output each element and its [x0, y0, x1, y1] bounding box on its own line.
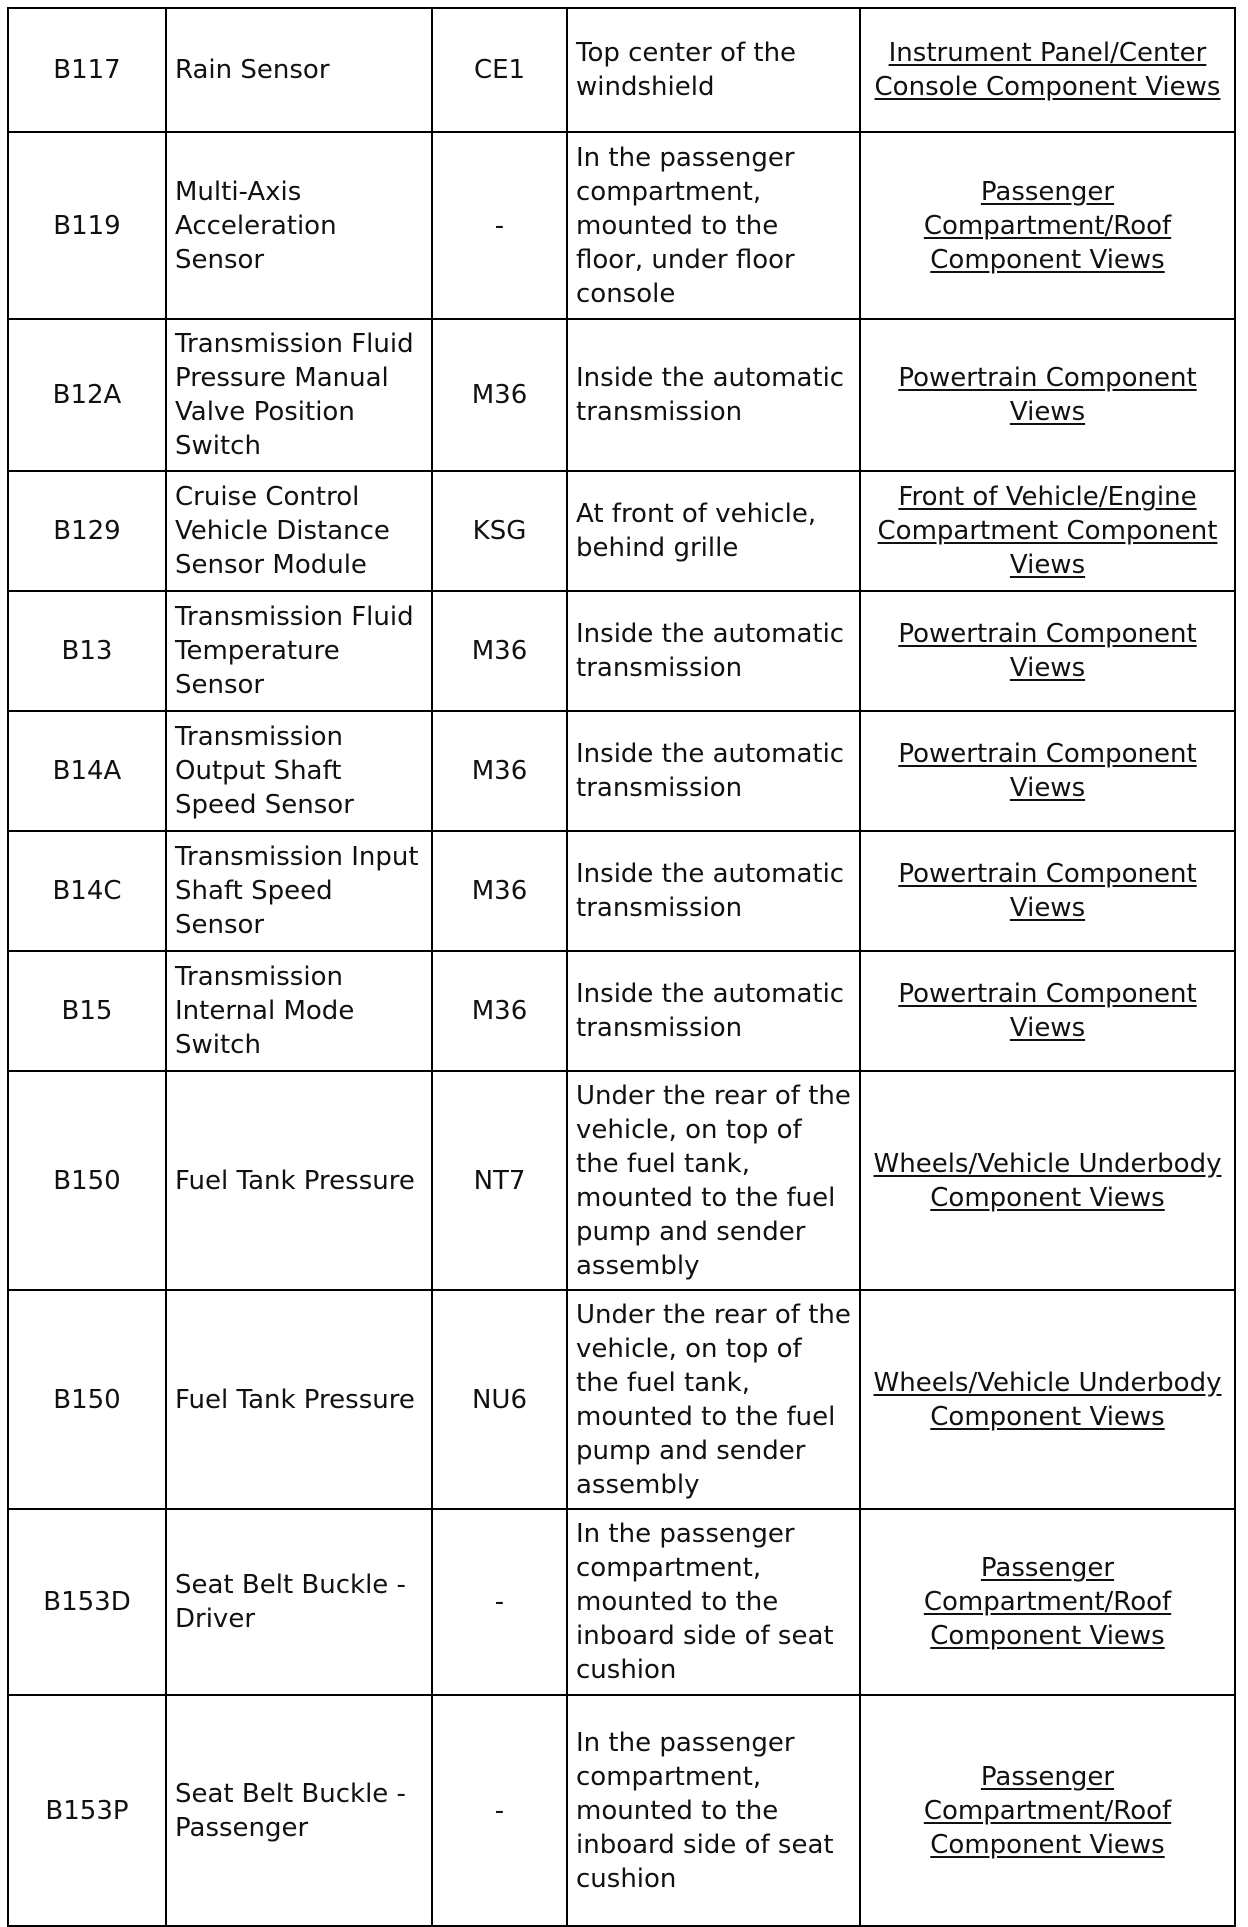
- component-view-cell: [860, 1071, 1235, 1290]
- component-view-link[interactable]: Powertrain Component Views: [898, 619, 1197, 683]
- component-location: Inside the automatic transmission: [567, 319, 860, 471]
- component-view-cell: [860, 319, 1235, 471]
- component-view-cell: [860, 132, 1235, 319]
- component-id: B153D: [8, 1509, 166, 1695]
- component-view-link[interactable]: Passenger Compartment/Roof Component Views: [923, 1761, 1172, 1860]
- component-view-link[interactable]: Wheels/Vehicle Underbody Component Views: [873, 1148, 1222, 1213]
- component-id: B153P: [8, 1695, 166, 1926]
- component-name: Seat Belt Buckle - Driver: [166, 1509, 432, 1695]
- component-name: Transmission Fluid Temperature Sensor: [166, 591, 432, 711]
- component-view-cell: [860, 1509, 1235, 1695]
- component-id: B12A: [8, 319, 166, 471]
- component-view-link[interactable]: Powertrain Component Views: [898, 363, 1197, 427]
- component-id: B13: [8, 591, 166, 711]
- option-code: M36: [432, 951, 567, 1071]
- option-code: -: [432, 1695, 567, 1926]
- component-name: Transmission Output Shaft Speed Sensor: [166, 711, 432, 831]
- option-code: M36: [432, 711, 567, 831]
- component-name: Rain Sensor: [166, 8, 432, 132]
- component-location: Top center of the windshield: [567, 8, 860, 132]
- component-view-cell: [860, 1695, 1235, 1926]
- component-location: At front of vehicle, behind grille: [567, 471, 860, 591]
- option-code: CE1: [432, 8, 567, 132]
- option-code: M36: [432, 831, 567, 951]
- component-view-link[interactable]: Passenger Compartment/Roof Component Views: [923, 176, 1172, 275]
- component-id: B119: [8, 132, 166, 319]
- option-code: -: [432, 132, 567, 319]
- component-location: Under the rear of the vehicle, on top of the fuel tank, mounted to the fuel pump and sender assembly: [567, 1290, 860, 1509]
- component-name: Seat Belt Buckle - Passenger: [166, 1695, 432, 1926]
- component-name: Fuel Tank Pressure: [166, 1290, 432, 1509]
- option-code: NT7: [432, 1071, 567, 1290]
- component-locator-table: [7, 7, 1236, 1927]
- component-view-cell: [860, 1290, 1235, 1509]
- component-view-link[interactable]: Front of Vehicle/Engine Compartment Component Views: [877, 482, 1218, 580]
- component-name: Transmission Input Shaft Speed Sensor: [166, 831, 432, 951]
- component-name: Transmission Fluid Pressure Manual Valve Position Switch: [166, 319, 432, 471]
- option-code: KSG: [432, 471, 567, 591]
- option-code: M36: [432, 319, 567, 471]
- component-view-cell: [860, 711, 1235, 831]
- table-row: [8, 1290, 1235, 1509]
- table-row: [8, 1509, 1235, 1695]
- component-location: In the passenger compartment, mounted to the floor, under floor console: [567, 132, 860, 319]
- component-location: In the passenger compartment, mounted to the inboard side of seat cushion: [567, 1695, 860, 1926]
- table-row: [8, 1695, 1235, 1926]
- component-id: B14C: [8, 831, 166, 951]
- option-code: NU6: [432, 1290, 567, 1509]
- component-view-cell: [860, 471, 1235, 591]
- table-row: [8, 591, 1235, 711]
- component-view-cell: [860, 8, 1235, 132]
- option-code: M36: [432, 591, 567, 711]
- component-view-cell: [860, 591, 1235, 711]
- component-view-cell: [860, 951, 1235, 1071]
- component-location: In the passenger compartment, mounted to the inboard side of seat cushion: [567, 1509, 860, 1695]
- component-name: Multi-Axis Acceleration Sensor: [166, 132, 432, 319]
- table-row: [8, 319, 1235, 471]
- component-id: B14A: [8, 711, 166, 831]
- component-view-cell: [860, 831, 1235, 951]
- component-id: B117: [8, 8, 166, 132]
- table-row: [8, 831, 1235, 951]
- component-view-link[interactable]: Passenger Compartment/Roof Component Views: [923, 1553, 1172, 1651]
- table-row: [8, 132, 1235, 319]
- table-row: [8, 1071, 1235, 1290]
- component-view-link[interactable]: Powertrain Component Views: [898, 859, 1197, 923]
- component-view-link[interactable]: Powertrain Component Views: [898, 979, 1197, 1043]
- component-view-link[interactable]: Instrument Panel/Center Console Component Views: [874, 38, 1221, 102]
- component-name: Transmission Internal Mode Switch: [166, 951, 432, 1071]
- table-row: [8, 711, 1235, 831]
- component-location: Inside the automatic transmission: [567, 711, 860, 831]
- component-view-link[interactable]: Wheels/Vehicle Underbody Component Views: [873, 1367, 1222, 1432]
- component-id: B150: [8, 1290, 166, 1509]
- component-location: Inside the automatic transmission: [567, 831, 860, 951]
- table-row: [8, 951, 1235, 1071]
- component-location: Under the rear of the vehicle, on top of the fuel tank, mounted to the fuel pump and sender assembly: [567, 1071, 860, 1290]
- component-id: B15: [8, 951, 166, 1071]
- component-location: Inside the automatic transmission: [567, 591, 860, 711]
- component-location: Inside the automatic transmission: [567, 951, 860, 1071]
- component-name: Cruise Control Vehicle Distance Sensor Module: [166, 471, 432, 591]
- component-id: B150: [8, 1071, 166, 1290]
- component-id: B129: [8, 471, 166, 591]
- component-name: Fuel Tank Pressure: [166, 1071, 432, 1290]
- table-row: [8, 471, 1235, 591]
- option-code: -: [432, 1509, 567, 1695]
- component-view-link[interactable]: Powertrain Component Views: [898, 739, 1197, 803]
- table-row: [8, 8, 1235, 132]
